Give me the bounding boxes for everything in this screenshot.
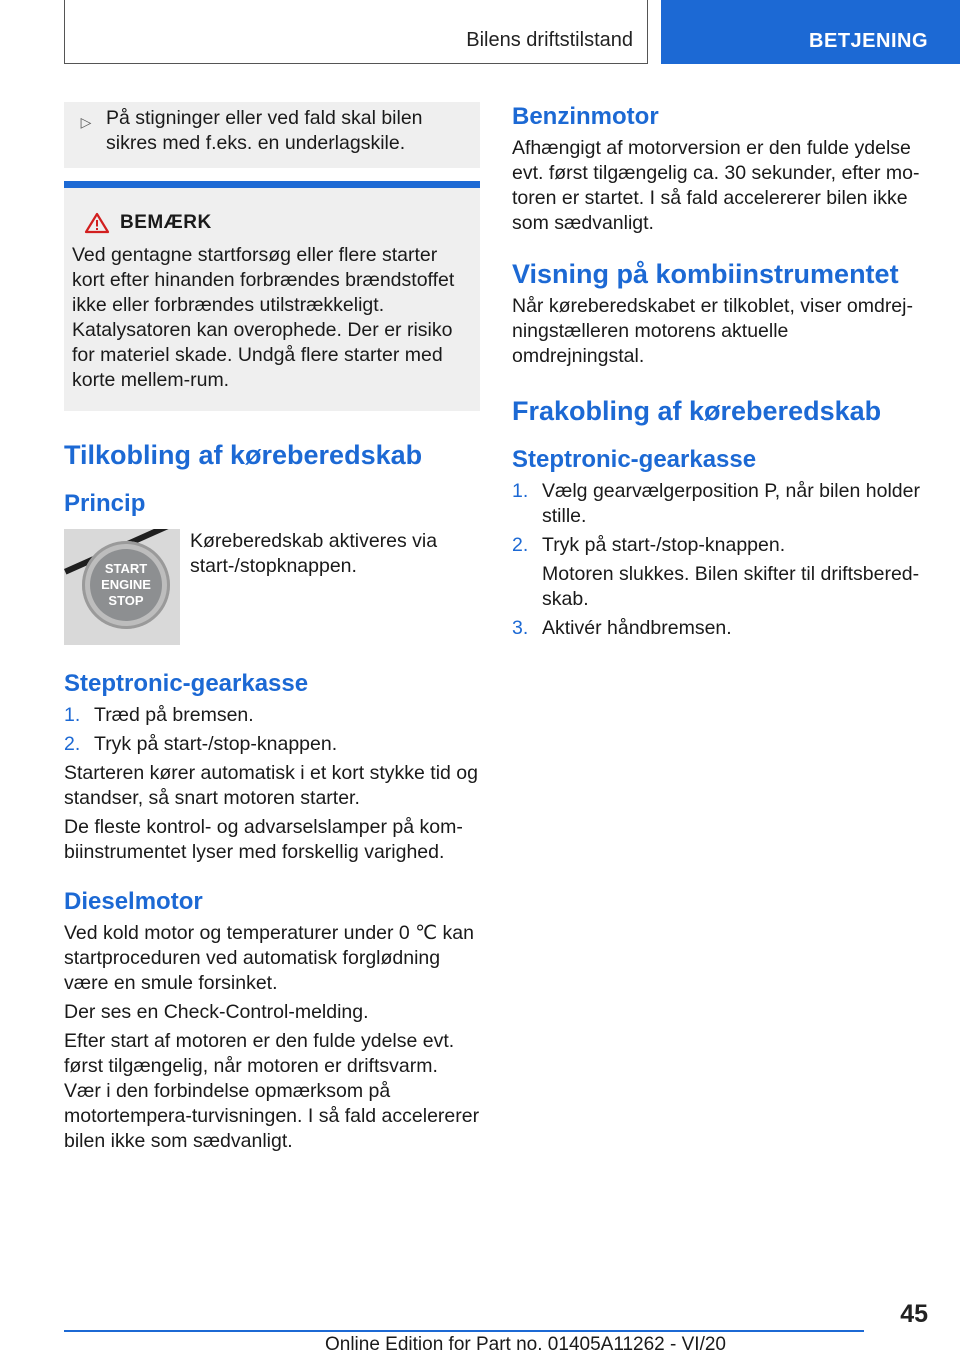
- footer-divider: [64, 1330, 864, 1332]
- para-diesel-2: Der ses en Check-Control-melding.: [64, 1001, 369, 1023]
- steps-list-left: [64, 703, 480, 757]
- right-column: [512, 102, 922, 641]
- edition-footer: Online Edition for Part no. 01405A11262 - VI/20: [324, 1334, 726, 1355]
- button-line-engine: ENGINE: [101, 577, 151, 592]
- header-chapter-box: [64, 0, 648, 64]
- step-text: Træd på bremsen.: [94, 704, 254, 726]
- button-line-stop: STOP: [108, 593, 144, 608]
- section-label: BETJENING: [809, 30, 928, 52]
- note-text: På stigninger eller ved fald skal bilen sikres med f.eks. en underlagskile.: [106, 107, 423, 154]
- para-lamper: De fleste kontrol- og advarselslamper på kom-biinstrumentet lyser med forskellig varighed.: [64, 816, 463, 863]
- list-item: [64, 703, 480, 728]
- heading-frakobling: Frakobling af køreberedskab: [512, 396, 882, 426]
- princip-row: [64, 529, 480, 645]
- warning-box: [64, 181, 480, 411]
- step-number: 1.: [512, 480, 529, 502]
- step-number: 1.: [64, 704, 81, 726]
- step-subtext: Motoren slukkes. Bilen skifter til driftsbered-skab.: [542, 563, 920, 610]
- step-number: 2.: [512, 534, 529, 556]
- warning-label: BEMÆRK: [120, 212, 212, 233]
- start-engine-stop-button-image: [64, 529, 180, 645]
- heading-princip: Princip: [64, 490, 146, 517]
- step-text: Tryk på start-/stop-knappen.: [94, 733, 338, 755]
- note-triangle-icon: ▷: [80, 114, 92, 130]
- button-line-start: START: [104, 561, 148, 576]
- header-section-tab: [661, 0, 960, 64]
- list-item: [64, 732, 480, 757]
- note-box: [64, 102, 480, 168]
- list-item: [512, 533, 922, 612]
- para-diesel-3: Efter start af motoren er den fulde ydelse evt. først tilgængelig, når motoren er driftsvarm. Vær i den forbindelse opmærksom på motortempera-turvisningen. I så fald accelererer bilen ikke som sædvanligt.: [64, 1030, 480, 1152]
- princip-text: Køreberedskab aktiveres via start-/stopknappen.: [190, 530, 438, 577]
- step-text: Tryk på start-/stop-knappen.: [542, 534, 786, 556]
- chapter-title: Bilens driftstilstand: [466, 29, 633, 51]
- list-item: [512, 616, 922, 641]
- heading-visning: Visning på kombiinstrumentet: [512, 259, 899, 289]
- step-text: Aktivér håndbremsen.: [542, 617, 732, 639]
- left-column: [64, 102, 480, 1154]
- warning-header: [84, 210, 472, 235]
- para-diesel-1: Ved kold motor og temperaturer under 0 ℃ kan startproceduren ved automatisk forglødning være en smule forsinket.: [64, 922, 474, 994]
- warning-triangle-icon: [84, 212, 110, 234]
- heading-tilkobling: Tilkobling af køreberedskab: [64, 440, 423, 470]
- heading-steptronic-left: Steptronic-gearkasse: [64, 670, 309, 697]
- para-starteren: Starteren kører automatisk i et kort stykke tid og standser, så snart motoren starter.: [64, 762, 478, 809]
- warning-text: Ved gentagne startforsøg eller flere starter kort efter hinanden forbrændes brændstoffet ikke eller forbrændes utilstrækkeligt. Katalysatoren kan overophede. Der er risiko for materiel skade. Undgå flere starter med korte mellem-rum.: [72, 244, 455, 391]
- heading-diesel: Dieselmotor: [64, 888, 203, 915]
- heading-steptronic-right: Steptronic-gearkasse: [512, 446, 757, 473]
- para-benzin: Afhængigt af motorversion er den fulde ydelse evt. først tilgængelig ca. 30 sekunder, efter mo-toren er startet. I så fald accelererer bilen ikke som sædvanligt.: [512, 137, 920, 234]
- para-visning: Når køreberedskabet er tilkoblet, viser omdrej-ningstælleren motorens aktuelle omdrejningstal.: [512, 295, 913, 367]
- list-item: [512, 479, 922, 529]
- heading-benzin: Benzinmotor: [512, 103, 659, 130]
- start-stop-button-icon: [90, 549, 162, 621]
- page-number: 45: [900, 1300, 928, 1328]
- steps-list-right: [512, 479, 922, 641]
- step-number: 3.: [512, 617, 529, 639]
- step-number: 2.: [64, 733, 81, 755]
- step-text: Vælg gearvælgerposition P, når bilen holder stille.: [542, 480, 920, 527]
